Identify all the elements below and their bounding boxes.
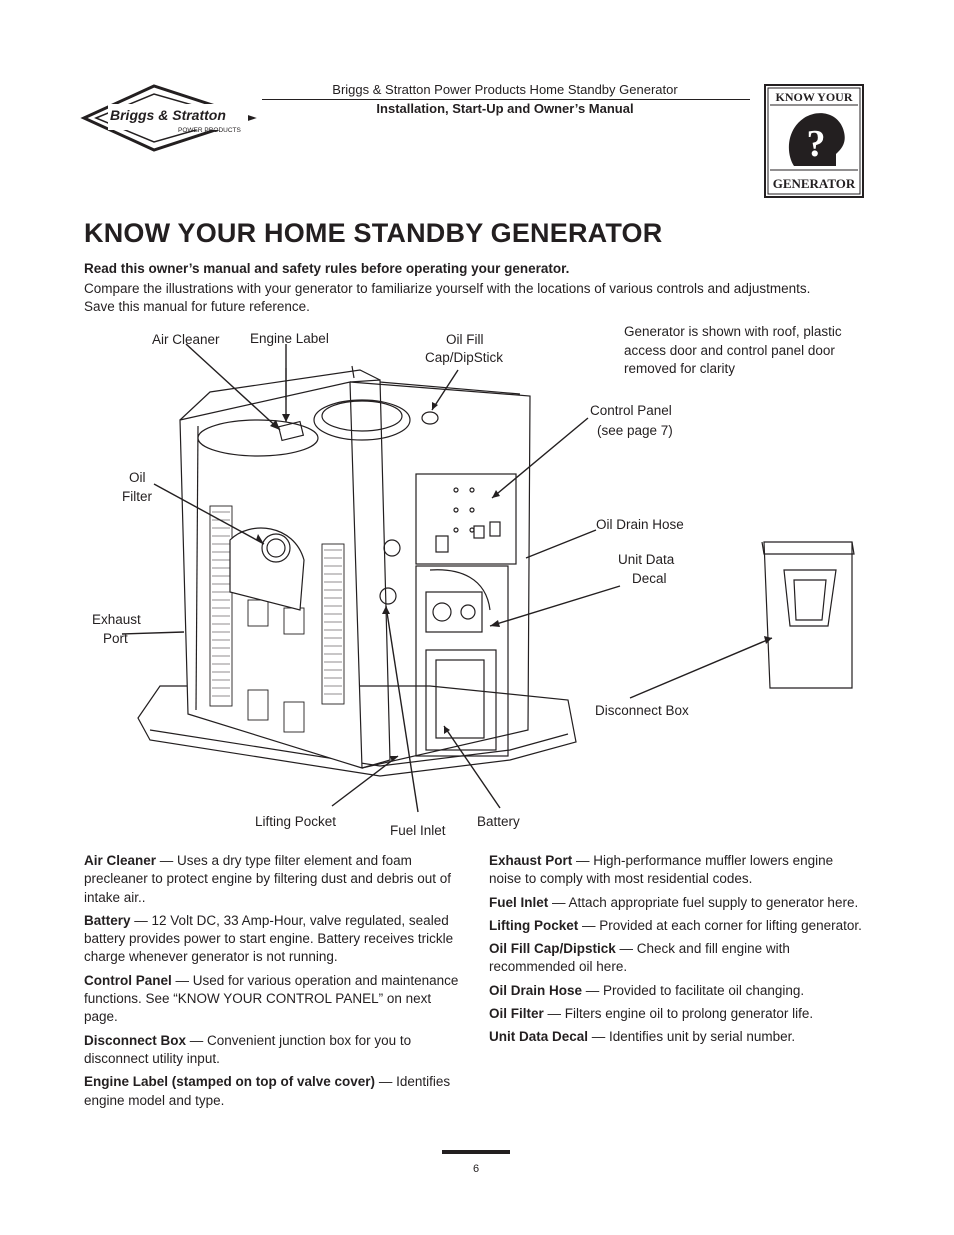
definition: Engine Label (stamped on top of valve cover) — Identifies engine model and type. [84, 1074, 451, 1108]
page-number-bar [442, 1150, 510, 1154]
label-control-panel-2: (see page 7) [597, 423, 673, 438]
label-fuel-inlet: Fuel Inlet [390, 823, 446, 838]
svg-text:GENERATOR: GENERATOR [772, 176, 856, 191]
know-your-generator-badge [764, 84, 864, 198]
svg-text:POWER PRODUCTS: POWER PRODUCTS [178, 127, 241, 134]
page-number: 6 [472, 1163, 480, 1175]
svg-text:KNOW YOUR: KNOW YOUR [775, 90, 853, 104]
definitions-right [489, 852, 869, 1052]
label-lifting-pocket: Lifting Pocket [255, 814, 337, 829]
intro-text: Compare the illustrations with your generator to familiarize yourself with the locations of various controls and adjustments. Save this manual for future reference. [84, 281, 811, 314]
intro-warning: Read this owner’s manual and safety rules before operating your generator. [84, 261, 570, 276]
question-mark-icon: ? [806, 123, 826, 165]
briggs-stratton-logo [80, 82, 260, 154]
definition: Exhaust Port — High-performance muffler lowers engine noise to comply with most residential codes. [489, 853, 834, 887]
label-oil-filter-2: Filter [122, 489, 152, 504]
definition: Oil Drain Hose — Provided to facilitate oil changing. [489, 982, 805, 998]
label-oil-fill-1: Oil Fill [446, 332, 484, 347]
label-engine-label: Engine Label [250, 331, 329, 346]
definition: Oil Fill Cap/Dipstick — Check and fill engine with recommended oil here. [489, 941, 790, 975]
label-oil-filter-1: Oil [129, 470, 146, 485]
definition: Unit Data Decal — Identifies unit by serial number. [489, 1029, 796, 1045]
label-air-cleaner: Air Cleaner [152, 332, 220, 347]
header-subtitle: Installation, Start-Up and Owner’s Manual [376, 101, 634, 116]
label-battery: Battery [477, 814, 520, 829]
label-oil-drain-hose: Oil Drain Hose [596, 517, 684, 532]
svg-text:Briggs & Stratton: Briggs & Stratton [110, 107, 226, 123]
page-title: KNOW YOUR HOME STANDBY GENERATOR [84, 218, 663, 248]
definition: Lifting Pocket — Provided at each corner for lifting generator. [489, 917, 862, 933]
definition: Fuel Inlet — Attach appropriate fuel supply to generator here. [489, 894, 859, 910]
generator-illustration [80, 330, 880, 850]
definition: Oil Filter — Filters engine oil to prolong generator life. [489, 1006, 814, 1022]
header-title: Briggs & Stratton Power Products Home Standby Generator [332, 82, 678, 97]
label-control-panel-1: Control Panel [590, 403, 672, 418]
label-disconnect-box: Disconnect Box [595, 703, 689, 718]
label-unit-data-2: Decal [632, 571, 667, 586]
label-exhaust-2: Port [103, 631, 128, 646]
label-exhaust-1: Exhaust [92, 612, 141, 627]
figure-note: Generator is shown with roof, plastic access door and control panel door removed for clarity [624, 324, 842, 376]
definition: Air Cleaner — Uses a dry type filter element and foam precleaner to protect engine by filtering dust and debris out of intake air.. [84, 853, 451, 905]
definition: Control Panel — Used for various operation and maintenance functions. See “KNOW YOUR CONTROL PANEL” on next page. [84, 972, 459, 1025]
header-rule [262, 99, 750, 100]
definition: Battery — 12 Volt DC, 33 Amp-Hour, valve regulated, sealed battery provides power to start engine. Battery receives trickle charge whenever generator is not running. [84, 912, 454, 965]
label-oil-fill-2: Cap/DipStick [425, 350, 504, 365]
definition: Disconnect Box — Convenient junction box for you to disconnect utility input. [84, 1032, 412, 1066]
definitions-left [84, 852, 462, 1115]
label-unit-data-1: Unit Data [618, 552, 675, 567]
